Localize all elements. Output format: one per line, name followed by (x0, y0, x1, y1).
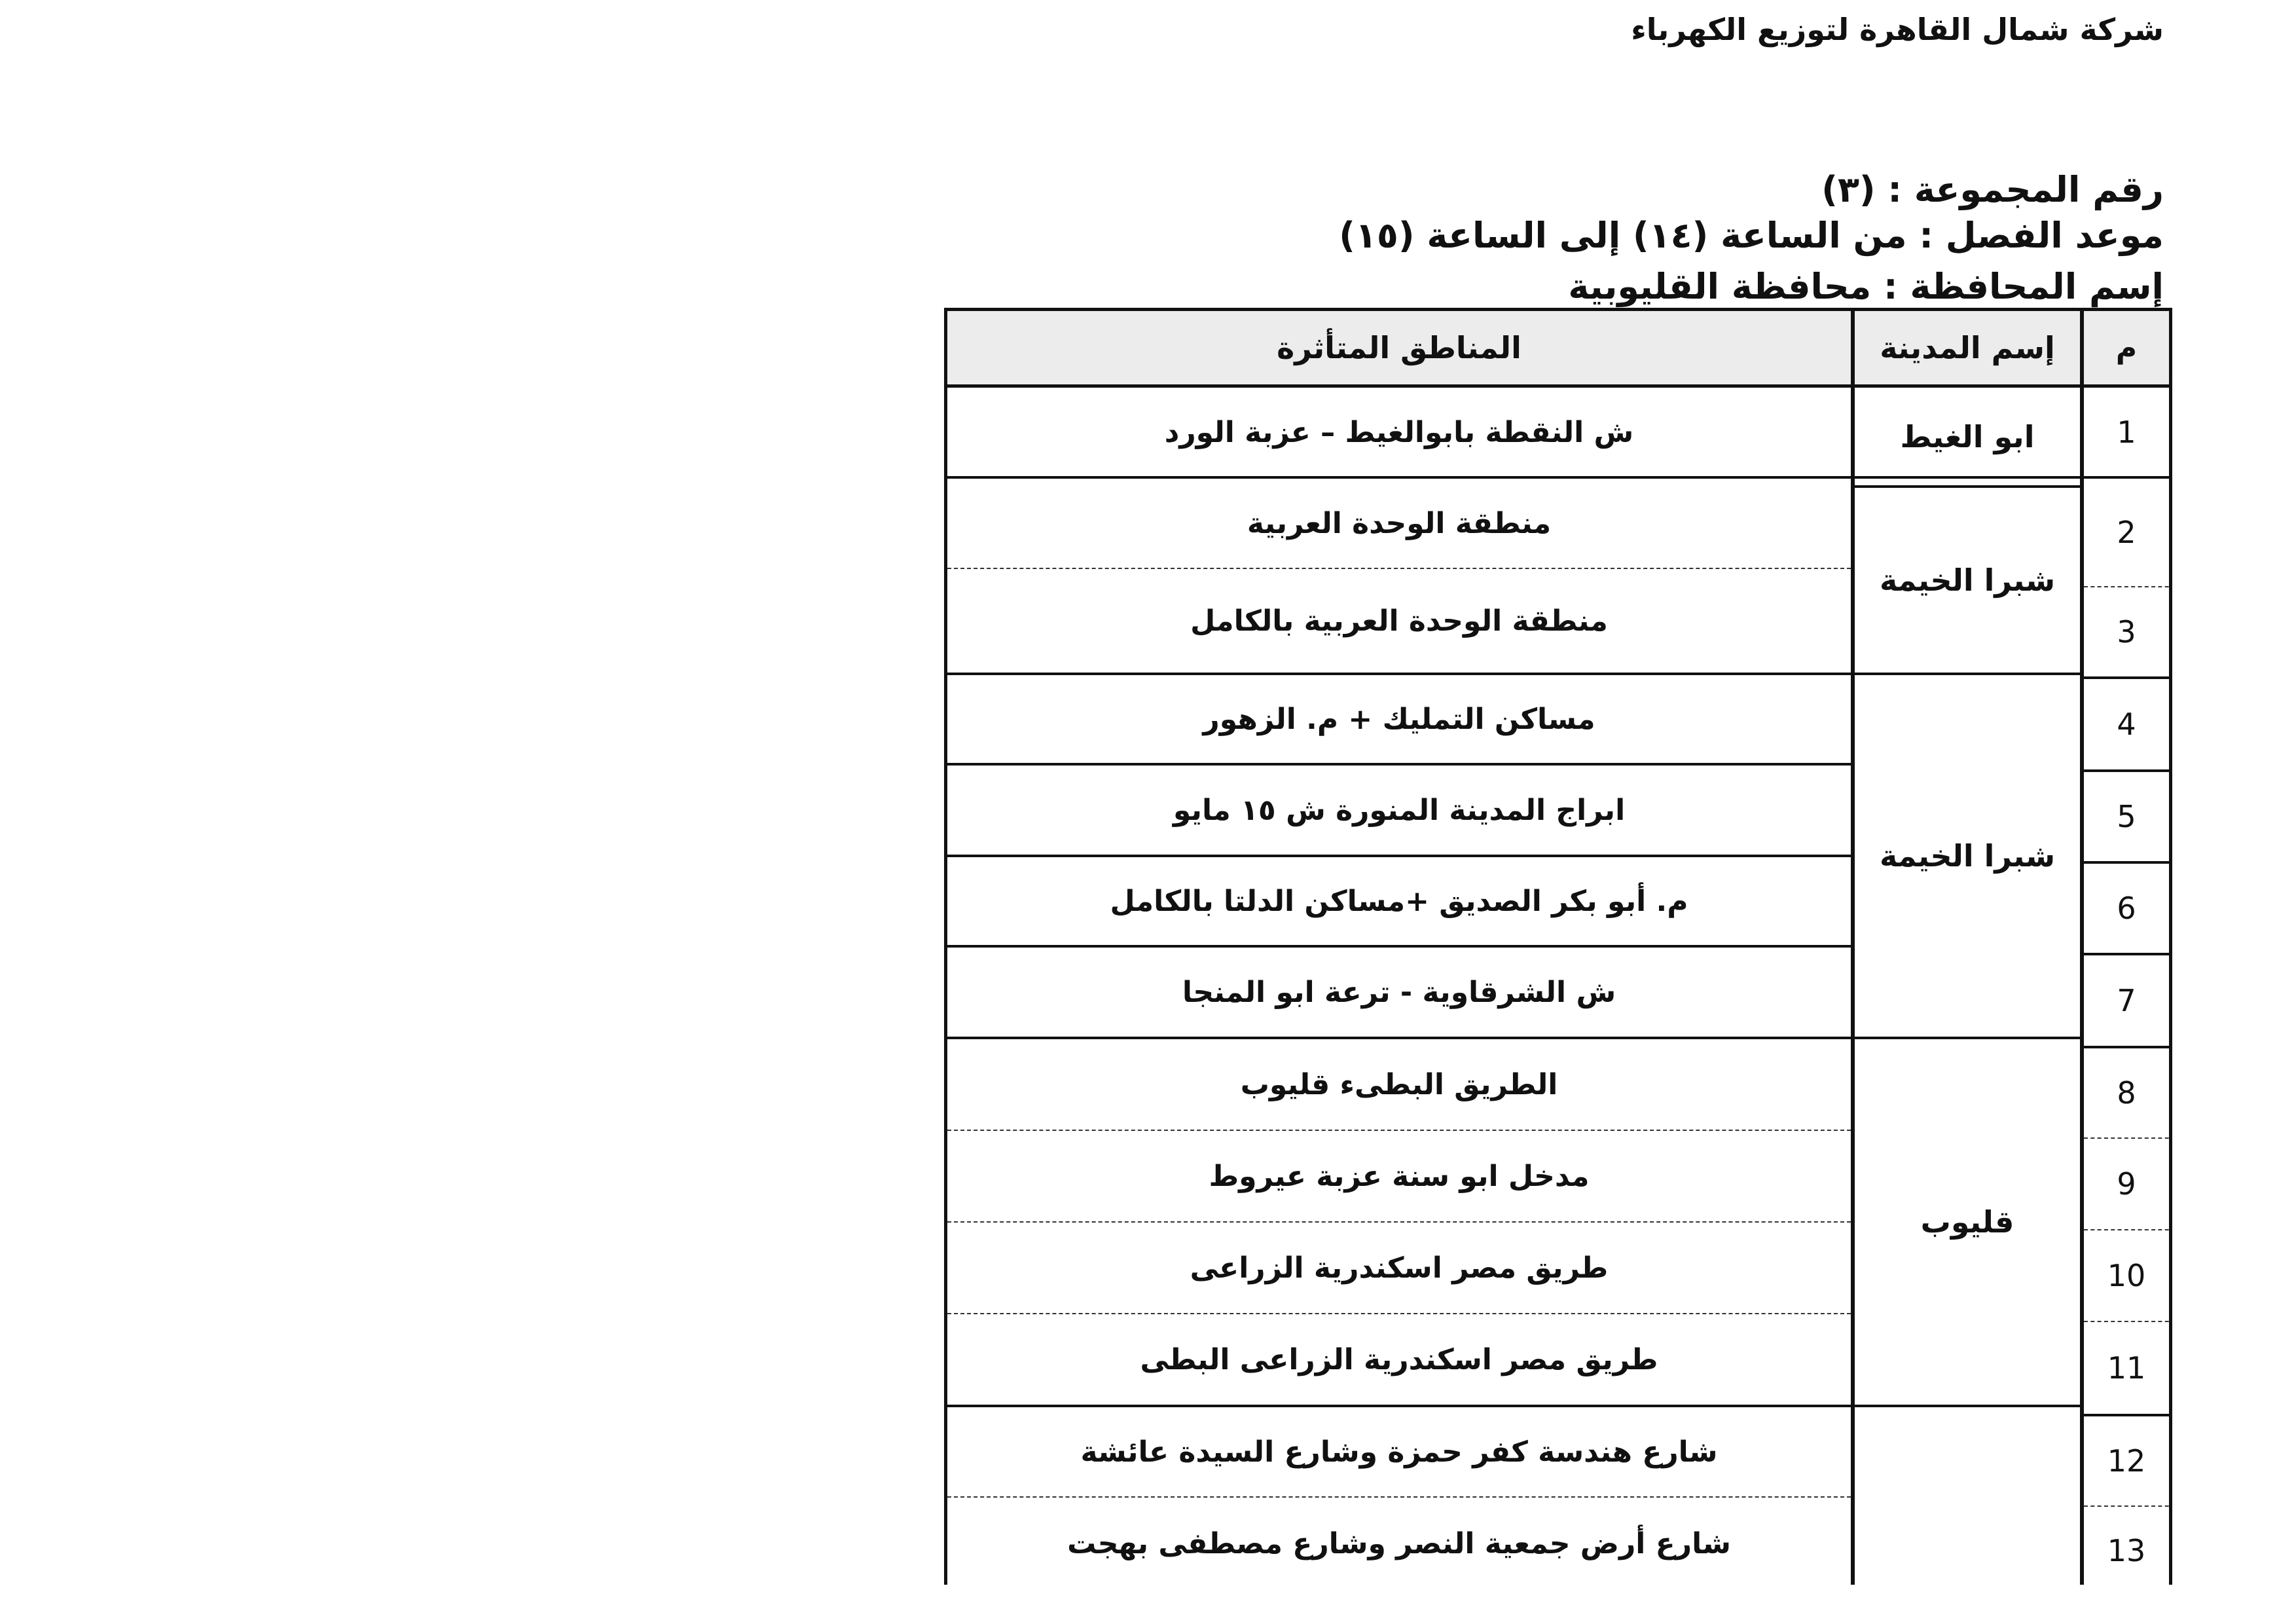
row-number: 2 (2117, 515, 2136, 550)
row-number: 1 (2117, 415, 2136, 450)
affected-area: ش النقطة بابوالغيط – عزبة الورد (1164, 415, 1634, 449)
city-name: قليوب (1920, 1204, 2014, 1240)
city-name: شبرا الخيمة (1879, 838, 2056, 874)
affected-area: مدخل ابو سنة عزبة عيروط (1209, 1159, 1590, 1193)
header-number: م (2115, 331, 2138, 365)
row-number: 9 (2117, 1166, 2136, 1202)
affected-area: طريق مصر اسكندرية الزراعى (1190, 1251, 1609, 1285)
affected-area: طريق مصر اسكندرية الزراعى البطى (1140, 1342, 1658, 1376)
affected-area: شارع أرض جمعية النصر وشارع مصطفى بهجت (1067, 1526, 1731, 1560)
row-number: 13 (2107, 1533, 2146, 1568)
row-number: 3 (2117, 614, 2136, 650)
header-affected-areas: المناطق المتأثرة (1277, 330, 1522, 365)
affected-area: الطريق البطىء قليوب (1240, 1067, 1558, 1101)
outage-table (944, 308, 2172, 1585)
row-number: 5 (2117, 799, 2136, 834)
cutoff-time: موعد الفصل : من الساعة (١٤) إلى الساعة (١٥) (1339, 215, 2164, 256)
header-city: إسم المدينة (1880, 330, 2055, 365)
row-number: 6 (2117, 891, 2136, 926)
row-number: 7 (2117, 983, 2136, 1018)
affected-area: م. أبو بكر الصديق +مساكن الدلتا بالكامل (1110, 884, 1688, 918)
row-number: 11 (2107, 1350, 2146, 1386)
city-name: شبرا الخيمة (1879, 563, 2056, 598)
affected-area: شارع هندسة كفر حمزة وشارع السيدة عائشة (1080, 1435, 1718, 1469)
affected-area: ش الشرقاوية - ترعة ابو المنجا (1182, 975, 1616, 1009)
affected-area: ابراج المدينة المنورة ش ١٥ مايو (1173, 793, 1626, 827)
affected-area: مساكن التمليك + م. الزهور (1203, 702, 1595, 736)
row-number: 4 (2117, 707, 2136, 742)
company-name: شركة شمال القاهرة لتوزيع الكهرباء (1631, 12, 2164, 47)
city-name (1855, 1407, 2080, 1585)
row-number: 12 (2107, 1443, 2146, 1479)
affected-area: منطقة الوحدة العربية (1247, 506, 1552, 540)
row-number: 8 (2117, 1075, 2136, 1111)
affected-area: منطقة الوحدة العربية بالكامل (1190, 604, 1608, 638)
group-number: رقم المجموعة : (٣) (1821, 169, 2164, 210)
row-number: 10 (2107, 1258, 2146, 1293)
city-name: ابو الغيط (1900, 419, 2035, 454)
governorate: إسم المحافظة : محافظة القليوبية (1568, 266, 2164, 307)
